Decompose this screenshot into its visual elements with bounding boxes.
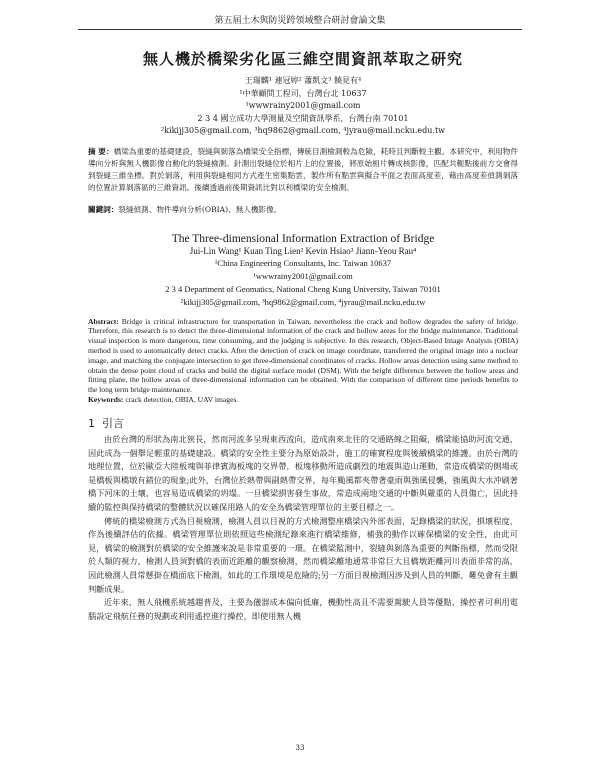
chinese-affiliations [88, 88, 518, 138]
english-affiliation-1: ¹China Engineering Consultants, Inc. Taiwan 10637 [214, 257, 392, 268]
paper-content [88, 44, 518, 623]
english-authors: Jui-Lin Wang¹ Kuan Ting Lien² Kevin Hsiao³ Jiann-Yeou Rau⁴ [189, 245, 417, 256]
english-emails: ²kikijj305@gmail.com, ³hq9862@gmail.com, ⁴jyrau@mail.ncku.edu.tw [180, 296, 426, 307]
chinese-title: 無人機於橋梁劣化區三維空間資訊萃取之研究 [142, 50, 463, 68]
english-email-1: ¹wwwrainy2001@gmail.com [253, 270, 353, 281]
section-heading [88, 415, 518, 431]
chinese-keywords [88, 204, 518, 215]
page-number: 33 [295, 744, 305, 752]
chinese-authors: 王瑞麟¹ 連冠婷² 蕭凱文³ 饒見有⁴ [244, 76, 362, 85]
english-abstract [88, 317, 518, 395]
english-keywords-text: crack detection, OBIA, UAV images. [125, 395, 239, 405]
chinese-keywords-label: 關鍵詞： [88, 204, 119, 214]
chinese-emails: ²kikijj305@gmail.com, ³hq9862@gmail.com, ⁴jyrau@mail.ncku.edu.tw [160, 126, 446, 135]
chinese-email-1: ¹wwwrainy2001@gmail.com [245, 101, 361, 110]
english-abstract-label: Abstract: [88, 316, 119, 326]
english-affiliations [88, 257, 518, 309]
english-title: The Three-dimensional Information Extraction of Bridge [171, 232, 435, 245]
running-header: 第五屆土木與防災跨領域整合研討會論文集 [78, 15, 522, 30]
section-number: 1 [88, 417, 95, 431]
chinese-affiliation-2: 2 3 4 國立成功大學測量及空間資訊學系，台灣台南 70101 [197, 113, 409, 123]
chinese-abstract [88, 146, 518, 195]
paragraph-1: 由於台灣的形狀為南北狹長，然而河流多呈現東西流向，造成南來北往的交通路線之阻礙，橋梁能協助河流交通，因此成為一個舉足輕重的基礎建設。橋梁的安全性主要分為原始設計，施工的確實程度與後續橋梁的維護。由於台灣的地理位置，位於歐亞大陸板塊與菲律賓海板塊的交界帶，板塊移動所造成劇烈的地震與造山運動，常造成橋梁的側場或是橋板與橋墩有錯位的現象;此外，台灣位於熱帶與副熱帶交界，每年颱風都夾帶著豪雨與強風侵襲，強風與大水沖刷著橋下河床的土壤，也容易造成橋梁的坍塌。一旦橋梁損害發生事故，常造成兩地交通的中斷與嚴重的人員傷亡，因此持續的監控與保持橋梁的整體狀況以確保用路人的安全為橋梁管理單位的主要目標之一。 [88, 434, 518, 513]
chinese-abstract-text: 橋梁為重要的基礎建設，裂縫與剝落為橋梁安全指標，傳統目測檢測較為危險，耗時且判斷較主觀。本研究中，利用物件導向分析與無人機影像自動化的裂縫檢測。針測出裂縫位於相片上的位置後，將原始相片轉成核影像，匹配共軛點後前方交會得到裂縫三維坐標。對於剝落，利用與裂縫相同方式產生密集點雲，製作所有點雲與擬合平面之表面高度差，藉由高度差偵測剝落的位置計算剝落區的三維資訊。後續透過前後期資訊比對以利橋梁的安全檢測。 [88, 146, 518, 193]
paragraph-2: 傳統的橋梁檢測方式為目視檢測，檢測人員以目視的方式檢測整座橋梁內外部表面，記錄橋梁的狀況，損壞程度，作為後續評估的依據。橋梁管理單位則依照這些檢測紀錄來進行橋梁維修，補強的動作以確保橋梁的安全性，由此可見，橋梁的檢測對於橋梁的安全維護來說是非常重要的一環。在橋梁監測中，裂縫與剝落為重要的判斷指標，然而受限於人類的視力，檢測人員須對橋的表面近距離的觀察檢測，然而橋梁離地通常非常巨大且橋墩距離河川表面非常的高，因此檢測人員常懸掛在橋面底下檢測，如此的工作環境是危險的;另一方面目視檢測因涉及到人員的判斷，難免會有主觀判斷成果。 [88, 515, 518, 594]
english-abstract-text: Bridge is critical infrastructure for transportation in Taiwan, nevertheless the crack and hollow degrades the safety of bridge. Therefore, this research is to detect the three-dimensional information of the crack and hollow areas for the bridge maintenance. Traditional visual inspection is more dangerous, time consuming, and the judging is subjective. In this research, Object-Based Image Analysis (OBIA) method is used to automatically detect cracks. After the detection of crack on image coordinate, transferred the original image into a nuclear image, and matching the conjugate intersection to get three-dimensional coordinates of cracks. Hollow areas detection using same method to obtain the dense point cloud of cracks and build the digital surface model (DSM). With the height difference between the hollow areas and fitting plane, the hollow areas of three-dimensional information can be obtained. With the comparison of different time periods benefits to the long term bridge maintenance. [88, 316, 519, 395]
english-affiliation-2: 2 3 4 Department of Geomatics, National Cheng Kung University, Taiwan 70101 [165, 283, 441, 294]
chinese-keywords-text: 裂縫偵測、物件導向分析(OBIA)、無人機影像。 [118, 204, 282, 214]
english-keywords [88, 395, 518, 405]
english-keywords-label: Keywords: [88, 395, 124, 405]
chinese-affiliation-1: ¹中華顧問工程司，台灣台北 10637 [239, 88, 367, 98]
section-title: 引言 [102, 417, 124, 431]
paragraph-3: 近年來，無人飛機系統越趨普及，主要為儀器成本偏向低廉，機動性高且不需要駕駛人員等優點，操控者可利用電腦設定飛航任務的規劃或利用遙控進行操控，即使用無人機 [88, 597, 518, 621]
chinese-abstract-label: 摘 要： [88, 146, 114, 156]
